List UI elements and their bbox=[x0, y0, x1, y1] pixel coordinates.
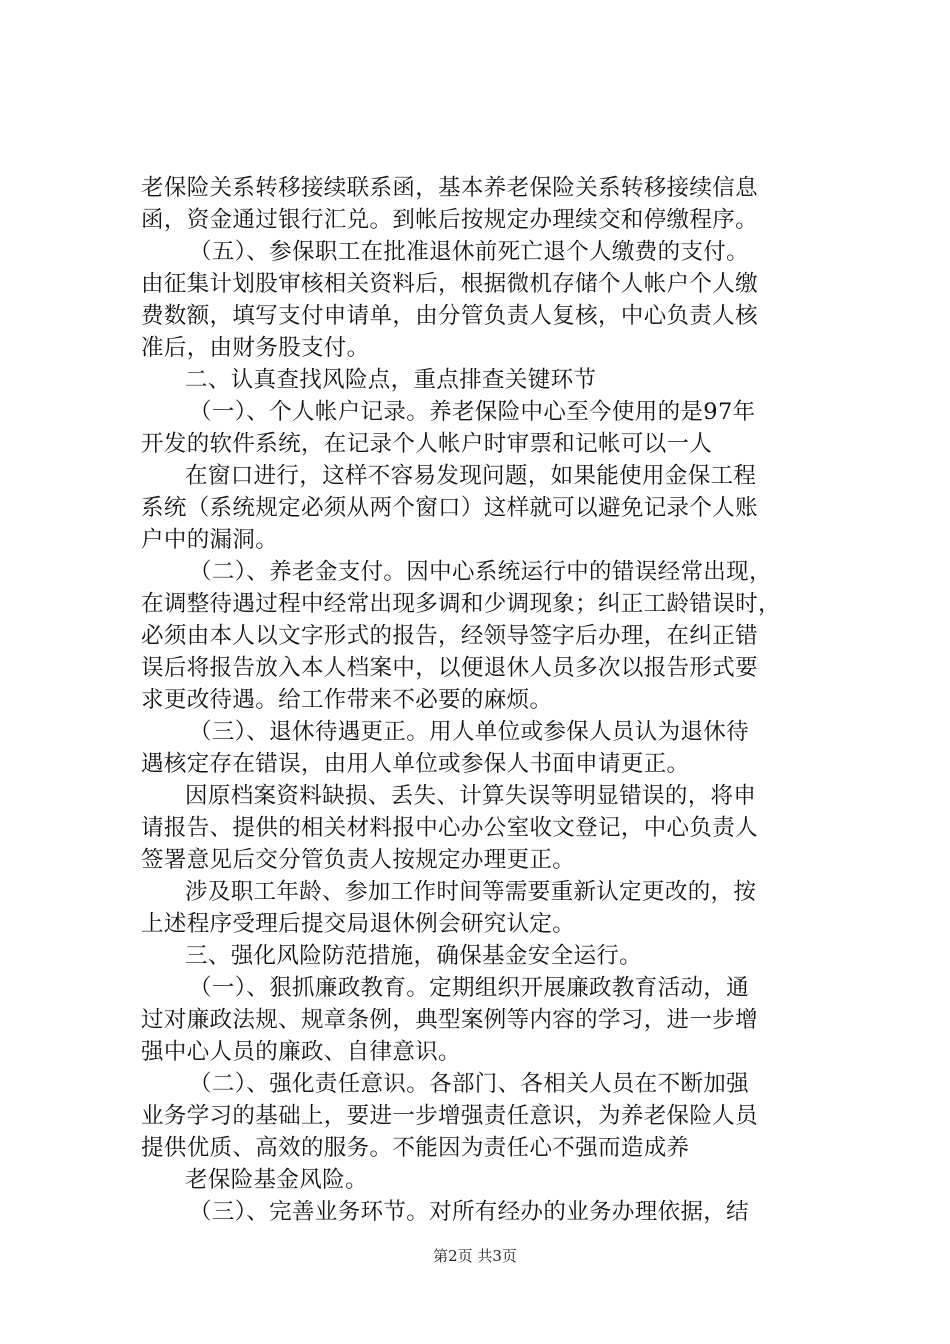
text-line: 在窗口进行，这样不容易发现问题，如果能使用金保工程 bbox=[185, 463, 757, 489]
text-line: 户中的漏洞。 bbox=[141, 527, 279, 553]
text-line: （一）、个人帐户记录。养老保险中心至今使用的是97年 bbox=[189, 399, 756, 425]
text-line: （二）、强化责任意识。各部门、各相关人员在不断加强 bbox=[189, 1071, 750, 1097]
text-line: 因原档案资料缺损、丢失、计算失误等明显错误的，将申 bbox=[185, 783, 757, 809]
text-line: 必须由本人以文字形式的报告，经领导签字后办理，在纠正错 bbox=[141, 623, 758, 649]
text-line: 业务学习的基础上，要进一步增强责任意识，为养老保险人员 bbox=[141, 1103, 758, 1129]
text-line: （二）、养老金支付。因中心系统运行中的错误经常出现， bbox=[189, 559, 772, 585]
text-line: 在调整待遇过程中经常出现多调和少调现象；纠正工龄错误时， bbox=[141, 591, 781, 617]
document-body bbox=[141, 172, 841, 1228]
text-line: 求更改待遇。给工作带来不必要的麻烦。 bbox=[141, 687, 553, 713]
text-line: （五）、参保职工在批准退休前死亡退个人缴费的支付。 bbox=[189, 239, 750, 265]
text-line: 签署意见后交分管负责人按规定办理更正。 bbox=[141, 847, 576, 873]
text-line: 上述程序受理后提交局退休例会研究认定。 bbox=[141, 911, 576, 937]
text-line: （三）、完善业务环节。对所有经办的业务办理依据，结 bbox=[189, 1199, 750, 1225]
text-line: 涉及职工年龄、参加工作时间等需要重新认定更改的，按 bbox=[185, 879, 757, 905]
text-line: 函，资金通过银行汇兑。到帐后按规定办理续交和停缴程序。 bbox=[141, 207, 758, 233]
text-line: 误后将报告放入本人档案中，以便退休人员多次以报告形式要 bbox=[141, 655, 758, 681]
text-line: 老保险关系转移接续联系函，基本养老保险关系转移接续信息 bbox=[141, 175, 758, 201]
text-line: 二、认真查找风险点，重点排查关键环节 bbox=[185, 367, 597, 393]
text-line: 老保险基金风险。 bbox=[185, 1167, 368, 1193]
text-line: 请报告、提供的相关材料报中心办公室收文登记，中心负责人 bbox=[141, 815, 758, 841]
text-line: 三、强化风险防范措施，确保基金安全运行。 bbox=[185, 943, 643, 969]
text-line: 开发的软件系统，在记录个人帐户时审票和记帐可以一人 bbox=[141, 431, 713, 457]
text-line: 提供优质、高效的服务。不能因为责任心不强而造成养 bbox=[141, 1135, 690, 1161]
text-line: 过对廉政法规、规章条例，典型案例等内容的学习，进一步增 bbox=[141, 1007, 758, 1033]
text-line: 由征集计划股审核相关资料后，根据微机存储个人帐户个人缴 bbox=[141, 271, 758, 297]
text-line: （三）、退休待遇更正。用人单位或参保人员认为退休待 bbox=[189, 719, 750, 745]
text-line: 准后，由财务股支付。 bbox=[141, 335, 370, 361]
text-line: 系统（系统规定必须从两个窗口）这样就可以避免记录个人账 bbox=[141, 495, 758, 521]
text-line: 费数额，填写支付申请单，由分管负责人复核，中心负责人核 bbox=[141, 303, 758, 329]
text-line: 遇核定存在错误，由用人单位或参保人书面申请更正。 bbox=[141, 751, 690, 777]
page-footer: 第2页 共3页 bbox=[433, 1247, 517, 1265]
text-line: （一）、狠抓廉政教育。定期组织开展廉政教育活动，通 bbox=[189, 975, 750, 1001]
text-line: 强中心人员的廉政、自律意识。 bbox=[141, 1039, 461, 1065]
